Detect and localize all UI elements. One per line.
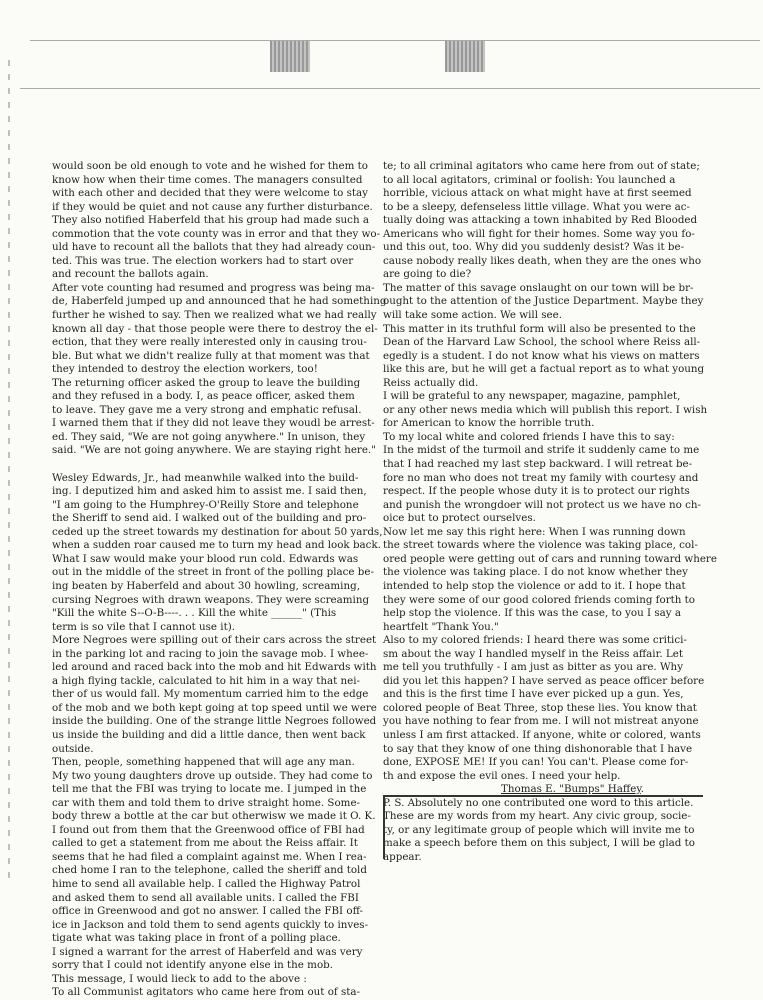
- text-line: and this is the first time I have ever picked up a gun. Yes,: [383, 688, 684, 701]
- text-line: de, Haberfeld jumped up and announced that he had something: [52, 295, 387, 308]
- text-line: tell me that the FBI was trying to locate me. I jumped in the: [52, 783, 367, 796]
- text-line: What I saw would make your blood run cold. Edwards was: [52, 552, 359, 565]
- text-line: tigate what was taking place in front of a polling place.: [52, 932, 341, 945]
- text-line: to all local agitators, criminal or foolish: You launched a: [383, 173, 676, 186]
- text-line: Also to my colored friends: I heard there was some critici-: [383, 634, 687, 647]
- text-line: for American to know the horrible truth.: [383, 417, 595, 430]
- text-line: I found out from them that the Greenwood office of FBI had: [52, 823, 365, 836]
- postscript-line: These are my words from my heart. Any civic group, socie-: [383, 810, 691, 823]
- text-line: und this out, too. Why did you suddenly desist? Was it be-: [383, 241, 685, 254]
- text-line: they intended to destroy the election workers, too!: [52, 363, 318, 376]
- text-line: are going to die?: [383, 268, 472, 281]
- text-line: car with them and told them to drive straight home. Some-: [52, 796, 361, 809]
- text-line: us inside the building and did a little dance, then went back: [52, 728, 366, 741]
- text-line: cursing Negroes with drawn weapons. They were screaming: [52, 593, 370, 606]
- text-line: did you let this happen? I have served as peace officer before: [383, 674, 705, 687]
- text-line: ceded up the street towards my destination for about 50 yards,: [52, 525, 383, 538]
- text-line: ed. They said, "We are not going anywhere." In unison, they: [52, 430, 366, 443]
- text-line: My two young daughters drove up outside. They had come to: [52, 769, 373, 782]
- text-line: if they would be quiet and not cause any further disturbance.: [52, 200, 373, 213]
- text-line: like this are, but he will get a factual report as to what young: [383, 363, 705, 376]
- text-line: oice but to protect ourselves.: [383, 512, 536, 525]
- text-line: and they refused in a body. I, as peace officer, asked them: [52, 390, 355, 403]
- text-line: I will be grateful to any newspaper, magazine, pamphlet,: [383, 390, 681, 403]
- text-line: Americans who will fight for their homes. Some way you fo-: [383, 227, 695, 240]
- text-line: ted. This was true. The election workers had to start over: [52, 254, 354, 267]
- closing-box-border: [383, 795, 703, 859]
- text-line: led around and raced back into the mob and hit Edwards with: [52, 661, 377, 674]
- postscript-line: P. S. Absolutely no one contributed one word to this article.: [383, 796, 694, 809]
- text-line: that I had reached my last step backward. I will retreat be-: [383, 458, 693, 471]
- text-line: body threw a bottle at the car but otherwisw we made it O. K.: [52, 810, 376, 823]
- scan-artifact-line: [20, 88, 760, 89]
- text-line: Then, people, something happened that will age any man.: [52, 756, 355, 769]
- text-line: done, EXPOSE ME! If you can! You can't. Please come for-: [383, 756, 689, 769]
- text-line: I warned them that if they did not leave they woudl be arrest-: [52, 417, 375, 430]
- text-line: will take some action. We will see.: [383, 309, 562, 322]
- text-line: out in the middle of the street in front of the polling place be-: [52, 566, 374, 579]
- postscript-line: make a speech before them on this subject, I will be glad to: [383, 837, 695, 850]
- text-line: to be a sleepy, defenseless little village. What you were ac-: [383, 200, 691, 213]
- text-line: or any other news media which will publish this report. I wish: [383, 403, 708, 416]
- text-line: Wesley Edwards, Jr., had meanwhile walked into the build-: [52, 471, 359, 484]
- text-line: know how when their time comes. The managers consulted: [52, 173, 363, 186]
- text-line: tually doing was attacking a town inhabited by Red Blooded: [383, 214, 698, 227]
- text-line: when a sudden roar caused me to turn my head and look back.: [52, 539, 381, 552]
- text-line: said. "We are not going anywhere. We are staying right here.": [52, 444, 376, 457]
- text-line: th and expose the evil ones. I need your help.: [383, 769, 621, 782]
- text-line: ched home I ran to the telephone, called the sheriff and told: [52, 864, 367, 877]
- signature: Thomas E. "Bumps" Haffey.: [501, 783, 645, 796]
- text-line: to leave. They gave me a very strong and emphatic refusal.: [52, 403, 362, 416]
- text-line: Now let me say this right here: When I was running down: [383, 525, 686, 538]
- text-line: and asked them to send all available units. I called the FBI: [52, 891, 359, 904]
- text-line: Reiss actually did.: [383, 376, 479, 389]
- text-line: te; to all criminal agitators who came here from out of state;: [383, 160, 700, 172]
- text-line: respect. If the people whose duty it is to protect our rights: [383, 485, 690, 498]
- punch-hole-mark: [270, 40, 310, 72]
- text-line: the violence was taking place. I do not know whether they: [383, 566, 688, 579]
- text-line: unless I am first attacked. If anyone, white or colored, wants: [383, 728, 701, 741]
- text-line: [52, 458, 360, 472]
- right-column-body: [383, 160, 717, 783]
- text-line: fore no man who does not treat my family with courtesy and: [383, 471, 699, 484]
- text-line: in the parking lot and racing to join the savage mob. I whee-: [52, 647, 369, 660]
- text-line: office in Greenwood and got no answer. I called the FBI off-: [52, 905, 364, 918]
- signature-name: Thomas E. "Bumps" Haffey: [501, 783, 641, 796]
- text-line: In the midst of the turmoil and strife it suddenly came to me: [383, 444, 700, 457]
- punch-hole-mark: [445, 40, 485, 72]
- text-line: sorry that I could not identify anyone else in the mob.: [52, 959, 334, 972]
- text-line: inside the building. One of the strange little Negroes followed: [52, 715, 377, 728]
- text-line: I signed a warrant for the arrest of Haberfeld and was very: [52, 945, 363, 958]
- text-line: called to get a statement from me about the Reiss affair. It: [52, 837, 358, 850]
- text-line: of the mob and we both kept going at top speed until we were: [52, 701, 377, 714]
- text-line: ection, that they were really interested only in causing trou-: [52, 336, 367, 349]
- text-line: They also notified Haberfeld that his group had made such a: [52, 214, 369, 227]
- text-line: the street towards where the violence was taking place, col-: [383, 539, 698, 552]
- right-column: [383, 160, 717, 864]
- text-line: with each other and decided that they were welcome to stay: [52, 187, 368, 200]
- text-line: and recount the ballots again.: [52, 268, 209, 281]
- postscript-line: appear.: [383, 850, 422, 863]
- left-column: [52, 160, 387, 1000]
- text-line: More Negroes were spilling out of their cars across the street: [52, 634, 377, 647]
- text-line: commotion that the vote county was in error and that they wo-: [52, 227, 381, 240]
- text-line: Dean of the Harvard Law School, the school where Reiss all-: [383, 336, 701, 349]
- text-line: cause nobody really likes death, when they are the ones who: [383, 254, 702, 267]
- text-line: ice in Jackson and told them to send agents quickly to inves-: [52, 918, 369, 931]
- text-line: ored people were getting out of cars and running toward where: [383, 552, 717, 565]
- text-line: horrible, vicious attack on what might have at first seemed: [383, 187, 692, 200]
- text-line: ought to the attention of the Justice Department. Maybe they: [383, 295, 704, 308]
- scan-artifact-line: [30, 40, 760, 41]
- text-line: To all Communist agitators who came here from out of sta-: [52, 986, 361, 999]
- text-line: The matter of this savage onslaught on our town will be br-: [383, 281, 694, 294]
- text-line: a high flying tackle, calculated to hit him in a way that nei-: [52, 674, 361, 687]
- text-line: This message, I would lieck to add to the above :: [52, 972, 307, 985]
- text-line: outside.: [52, 742, 94, 755]
- text-line: ing beaten by Haberfeld and about 30 howling, screaming,: [52, 579, 360, 592]
- text-line: colored people of Beat Three, stop these lies. You know that: [383, 701, 697, 714]
- text-line: they were some of our good colored friends coming forth to: [383, 593, 695, 606]
- text-line: the Sheriff to send aid. I walked out of the building and pro-: [52, 512, 367, 525]
- text-line: would soon be old enough to vote and he wished for them to: [52, 160, 368, 172]
- text-line: ther of us would fall. My momentum carried him to the edge: [52, 688, 369, 701]
- text-line: After vote counting had resumed and progress was being ma-: [52, 281, 375, 294]
- text-line: "Kill the white S--O-B----. . . Kill the white ______" (This: [52, 607, 337, 620]
- text-line: term is so vile that I cannot use it).: [52, 620, 236, 633]
- text-line: egedly is a student. I do not know what his views on matters: [383, 349, 700, 362]
- text-line: The returning officer asked the group to leave the building: [52, 376, 361, 389]
- text-line: hime to send all available help. I called the Highway Patrol: [52, 877, 361, 890]
- text-line: you have nothing to fear from me. I will not mistreat anyone: [383, 715, 699, 728]
- postscript-line: ty, or any legitimate group of people which will invite me to: [383, 823, 695, 836]
- text-line: further he wished to say. Then we realized what we had really: [52, 309, 377, 322]
- text-line: ble. But what we didn't realize fully at that moment was that: [52, 349, 370, 362]
- text-line: heartfelt "Thank You.": [383, 620, 499, 633]
- text-line: to say that they know of one thing dishonorable that I have: [383, 742, 693, 755]
- text-line: known all day - that those people were there to destroy the el-: [52, 322, 378, 335]
- text-line: help stop the violence. If this was the case, to you I say a: [383, 607, 682, 620]
- text-line: ing. I deputized him and asked him to assist me. I said then,: [52, 485, 367, 498]
- text-line: This matter in its truthful form will also be presented to the: [383, 322, 696, 335]
- text-line: seems that he had filed a complaint against me. When I rea-: [52, 850, 367, 863]
- text-line: To my local white and colored friends I have this to say:: [383, 430, 675, 443]
- text-line: intended to help stop the violence or add to it. I hope that: [383, 579, 686, 592]
- scan-artifact-edge: [8, 60, 10, 880]
- text-line: "I am going to the Humphrey-O'Reilly Store and telephone: [52, 498, 359, 511]
- text-line: uld have to recount all the ballots that they had already coun-: [52, 241, 376, 254]
- text-line: sm about the way I handled myself in the Reiss affair. Let: [383, 647, 684, 660]
- text-line: and punish the wrongdoer will not protect us we have no ch-: [383, 498, 701, 511]
- text-line: me tell you truthfully - I am just as bitter as you are. Why: [383, 661, 684, 674]
